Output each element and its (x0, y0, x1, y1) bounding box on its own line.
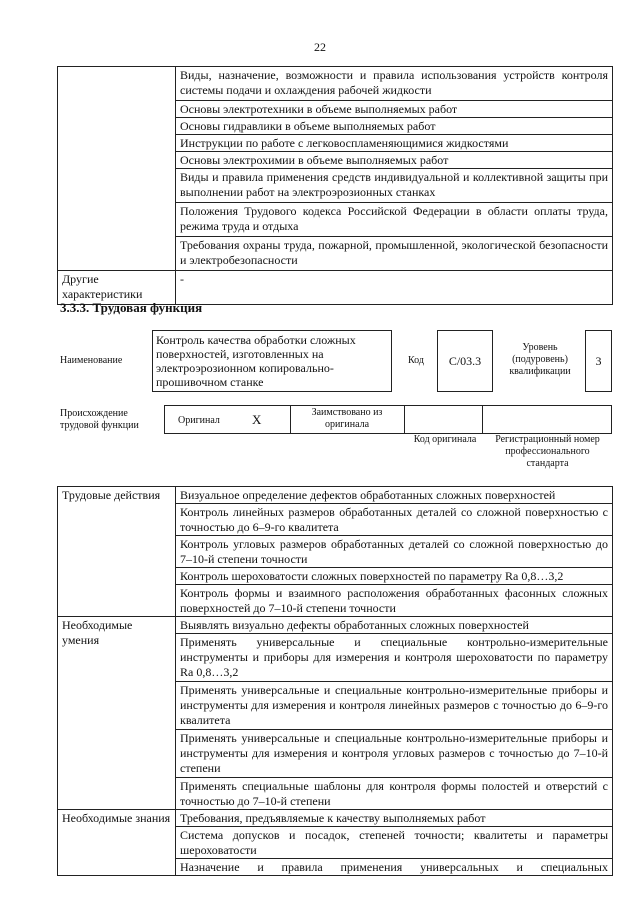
level-value: 3 (595, 353, 602, 368)
level-label: Уровень (подуровень) квалификации (509, 342, 571, 377)
table-row: Основы электротехники в объеме выполняемых работ (176, 101, 613, 118)
reg-number-caption: Регистрационный номер профессионального стандарта (495, 434, 600, 469)
table-row: Система допусков и посадок, степеней точности; квалитеты и параметры шероховатости (176, 827, 613, 859)
table-row: Визуальное определение дефектов обработанных сложных поверхностей (176, 487, 613, 504)
table-row: Виды, назначение, возможности и правила использования устройств контроля системы подачи и охлаждения рабочей жидкости (176, 67, 613, 101)
labor-actions-label: Трудовые действия (58, 487, 176, 617)
table-row: Инструкции по работе с легковоспламеняющимися жидкостями (176, 135, 613, 152)
table-row: Виды и правила применения средств индивидуальной и коллективной защиты при выполнении работ на электроэрозионных станках (176, 169, 613, 203)
code-label: Код (408, 355, 424, 366)
empty-label-cell (58, 67, 176, 271)
origin-label: Происхождение трудовой функции (60, 408, 139, 431)
table-row: Контроль линейных размеров обработанных деталей со сложной поверхностью с точностью до 6–9-го квалитета (176, 504, 613, 536)
table-row: Назначение и правила применения универсальных и специальных (176, 859, 613, 876)
origin-divider-3 (482, 405, 483, 434)
table-row: Применять универсальные и специальные контрольно-измерительные инструменты и приборы для измерения и контроля шероховатости по параметру Ra 0,8…3,2 (176, 634, 613, 682)
borrowed-label: Заимствовано из оригинала (311, 407, 383, 430)
table-row: Выявлять визуально дефекты обработанных сложных поверхностей (176, 617, 613, 634)
origin-divider-1 (290, 405, 291, 434)
code-value: С/03.3 (448, 353, 482, 368)
code-box (437, 330, 493, 392)
table-row: Требования охраны труда, пожарной, промышленной, экологической безопасности и электробезопасности (176, 237, 613, 271)
origin-divider-2 (404, 405, 405, 434)
table-row: Основы электрохимии в объеме выполняемых работ (176, 152, 613, 169)
labor-function-table (57, 486, 613, 876)
function-name-box: Контроль качества обработки сложных поверхностей, изготовленных на электроэрозионном копировально-прошивочном станке (152, 330, 392, 392)
table-row: Контроль формы и взаимного расположения обработанных фасонных сложных поверхностей до 7–10-й степени точности (176, 585, 613, 617)
original-mark: X (252, 412, 262, 427)
table-row: Основы гидравлики в объеме выполняемых работ (176, 118, 613, 135)
table-row: Применять специальные шаблоны для контроля формы полостей и отверстий с точностью до 7–10-й степени (176, 778, 613, 810)
original-label: Оригинал (178, 415, 220, 426)
other-characteristics-label: Другие характеристики (58, 271, 176, 305)
knowledge-label: Необходимые знания (58, 810, 176, 876)
table-row: Положения Трудового кодекса Российской Федерации в области оплаты труда, режима труда и отдыха (176, 203, 613, 237)
name-label: Наименование (60, 355, 123, 366)
knowledge-table-continued (57, 66, 613, 305)
table-row: Применять универсальные и специальные контрольно-измерительные приборы и инструменты для измерения и контроля линейных размеров с точностью до 6–9-го квалитета (176, 682, 613, 730)
table-row: Применять универсальные и специальные контрольно-измерительные приборы и инструменты для измерения и контроля угловых размеров с точностью до 7–10-й степени (176, 730, 613, 778)
section-title: 3.3.3. Трудовая функция (60, 300, 203, 315)
table-row: Требования, предъявляемые к качеству выполняемых работ (176, 810, 613, 827)
level-box (585, 330, 612, 392)
skills-label: Необходимые умения (58, 617, 176, 810)
table-row: Контроль угловых размеров обработанных деталей со сложной поверхностью до 7–10-й степени точности (176, 536, 613, 568)
code-original-caption: Код оригинала (413, 434, 477, 445)
other-characteristics-value: - (176, 271, 613, 305)
page-number: 22 (314, 40, 326, 54)
table-row: Контроль шероховатости сложных поверхностей по параметру Ra 0,8…3,2 (176, 568, 613, 585)
